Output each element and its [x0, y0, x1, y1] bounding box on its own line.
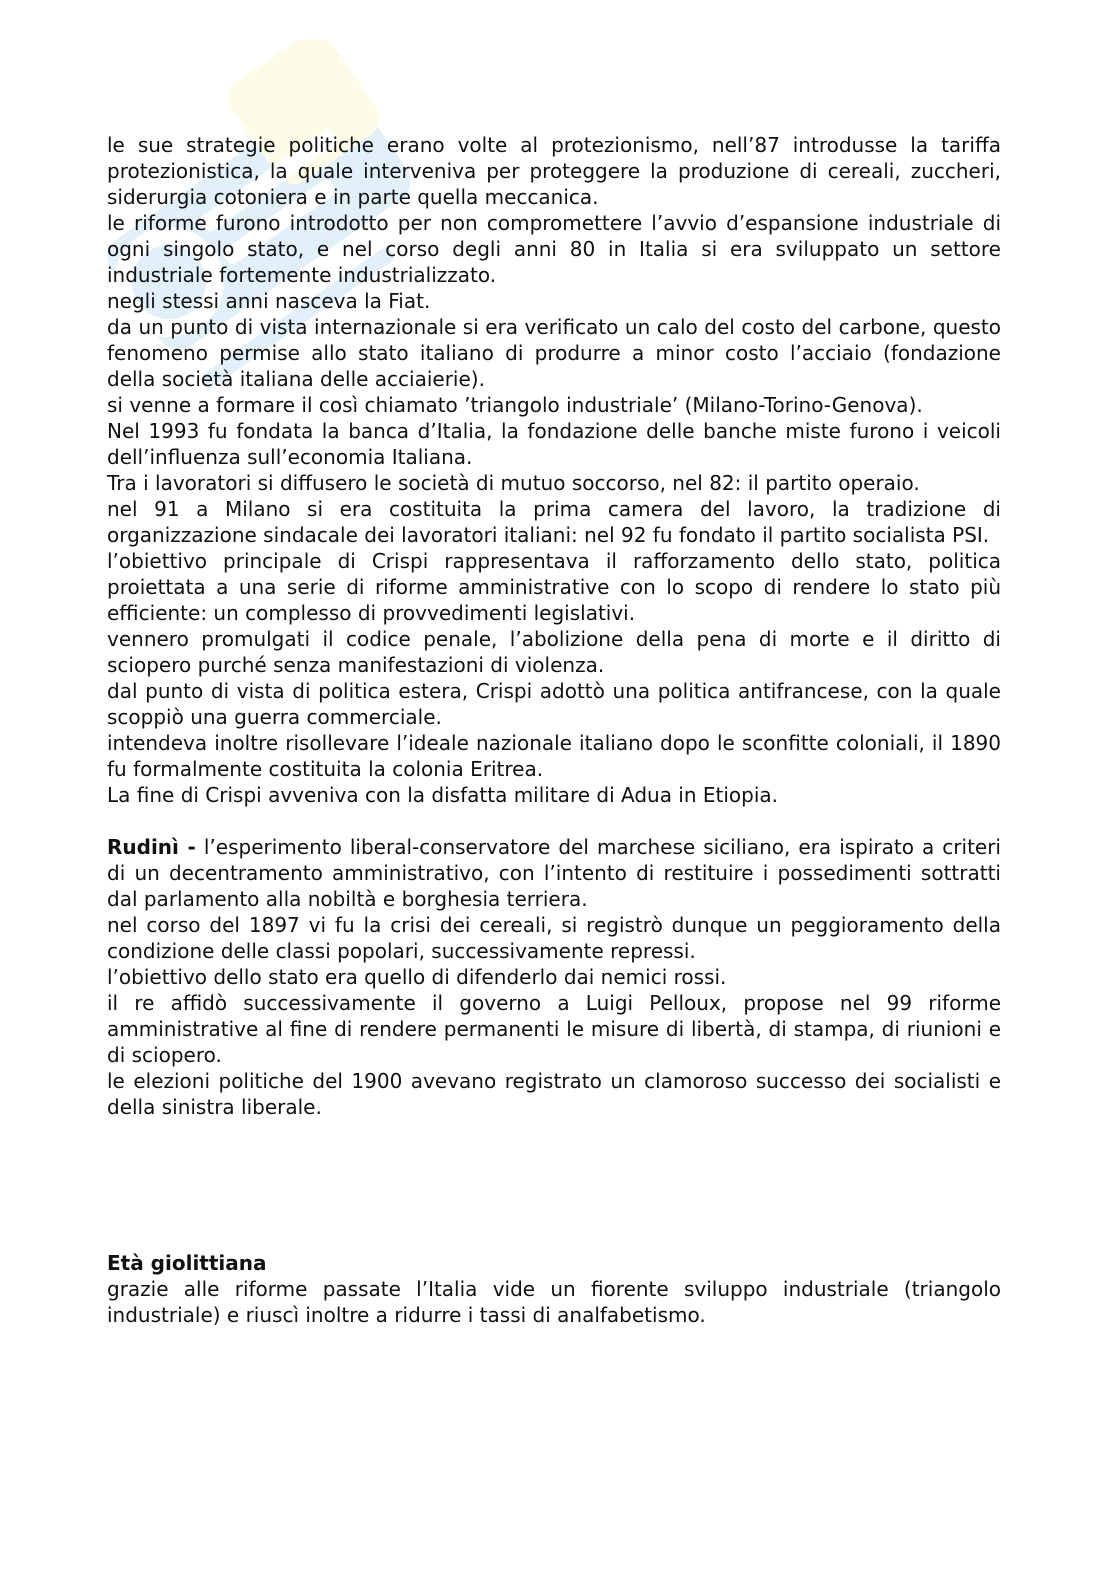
paragraph: l’obiettivo dello stato era quello di difenderlo dai nemici rossi. — [107, 965, 727, 989]
paragraph: le elezioni politiche del 1900 avevano registrato un clamoroso successo dei socialisti e della sinistra liberale. — [107, 1069, 1001, 1119]
rudini-paragraph — [107, 834, 1001, 912]
paragraph: da un punto di vista internazionale si era verificato un calo del costo del carbone, questo fenomeno permise allo stato italiano di produrre a minor costo l’acciaio (fondazione della società italiana delle acciaierie). — [107, 315, 1001, 391]
paragraph: Tra i lavoratori si diffusero le società di mutuo soccorso, nel 82: il partito operaio. — [107, 471, 920, 495]
paragraph: le riforme furono introdotto per non compromettere l’avvio d’espansione industriale di ogni singolo stato, e nel corso degli anni 80 in Italia si era sviluppato un settore industriale fortemente industrializzato. — [107, 211, 1001, 287]
paragraph: Nel 1993 fu fondata la banca d’Italia, la fondazione delle banche miste furono i veicoli dell’influenza sull’economia Italiana. — [107, 419, 1001, 469]
paragraph: negli stessi anni nasceva la Fiat. — [107, 289, 431, 313]
paragraph: nel corso del 1897 vi fu la crisi dei cereali, si registrò dunque un peggioramento della condizione delle classi popolari, successivamente repressi. — [107, 913, 1001, 963]
paragraph: nel 91 a Milano si era costituita la prima camera del lavoro, la tradizione di organizzazione sindacale dei lavoratori italiani: nel 92 fu fondato il partito socialista PSI. — [107, 497, 1001, 547]
spacer — [107, 1120, 1001, 1250]
paragraph: dal punto di vista di politica estera, Crispi adottò una politica antifrancese, con la quale scoppiò una guerra commerciale. — [107, 679, 1001, 729]
document-page — [107, 132, 1001, 1328]
paragraph: si venne a formare il così chiamato ’triangolo industriale’ (Milano-Torino-Genova). — [107, 393, 923, 417]
section-heading: Età giolittiana — [107, 1251, 267, 1275]
paragraph: La fine di Crispi avveniva con la disfatta militare di Adua in Etiopia. — [107, 783, 779, 807]
paragraph: l’obiettivo principale di Crispi rappresentava il rafforzamento dello stato, politica proiettata a una serie di riforme amministrative con lo scopo di rendere lo stato più efficiente: un complesso di provvedimenti legislativi. — [107, 549, 1001, 625]
paragraph: le sue strategie politiche erano volte al protezionismo, nell’87 introdusse la tariffa protezionistica, la quale interveniva per proteggere la produzione di cereali, zuccheri, siderurgia cotoniera e in parte quella meccanica. — [107, 133, 1001, 209]
paragraph: grazie alle riforme passate l’Italia vide un fiorente sviluppo industriale (triangolo industriale) e riuscì inoltre a ridurre i tassi di analfabetismo. — [107, 1277, 1001, 1327]
rudini-text: l’esperimento liberal-conservatore del marchese siciliano, era ispirato a criteri di un decentramento amministrativo, con l’intento di restituire i possedimenti sottratti dal parlamento alla nobiltà e borghesia terriera. — [107, 835, 1001, 911]
spacer — [107, 808, 1001, 834]
paragraph: vennero promulgati il codice penale, l’abolizione della pena di morte e il diritto di sciopero purché senza manifestazioni di violenza. — [107, 627, 1001, 677]
paragraph: il re affidò successivamente il governo a Luigi Pelloux, propose nel 99 riforme amministrative al fine di rendere permanenti le misure di libertà, di stampa, di riunioni e di sciopero. — [107, 991, 1001, 1067]
paragraph: intendeva inoltre risollevare l’ideale nazionale italiano dopo le sconfitte coloniali, il 1890 fu formalmente costituita la colonia Eritrea. — [107, 731, 1001, 781]
rudini-label: Rudinì - — [107, 835, 196, 859]
